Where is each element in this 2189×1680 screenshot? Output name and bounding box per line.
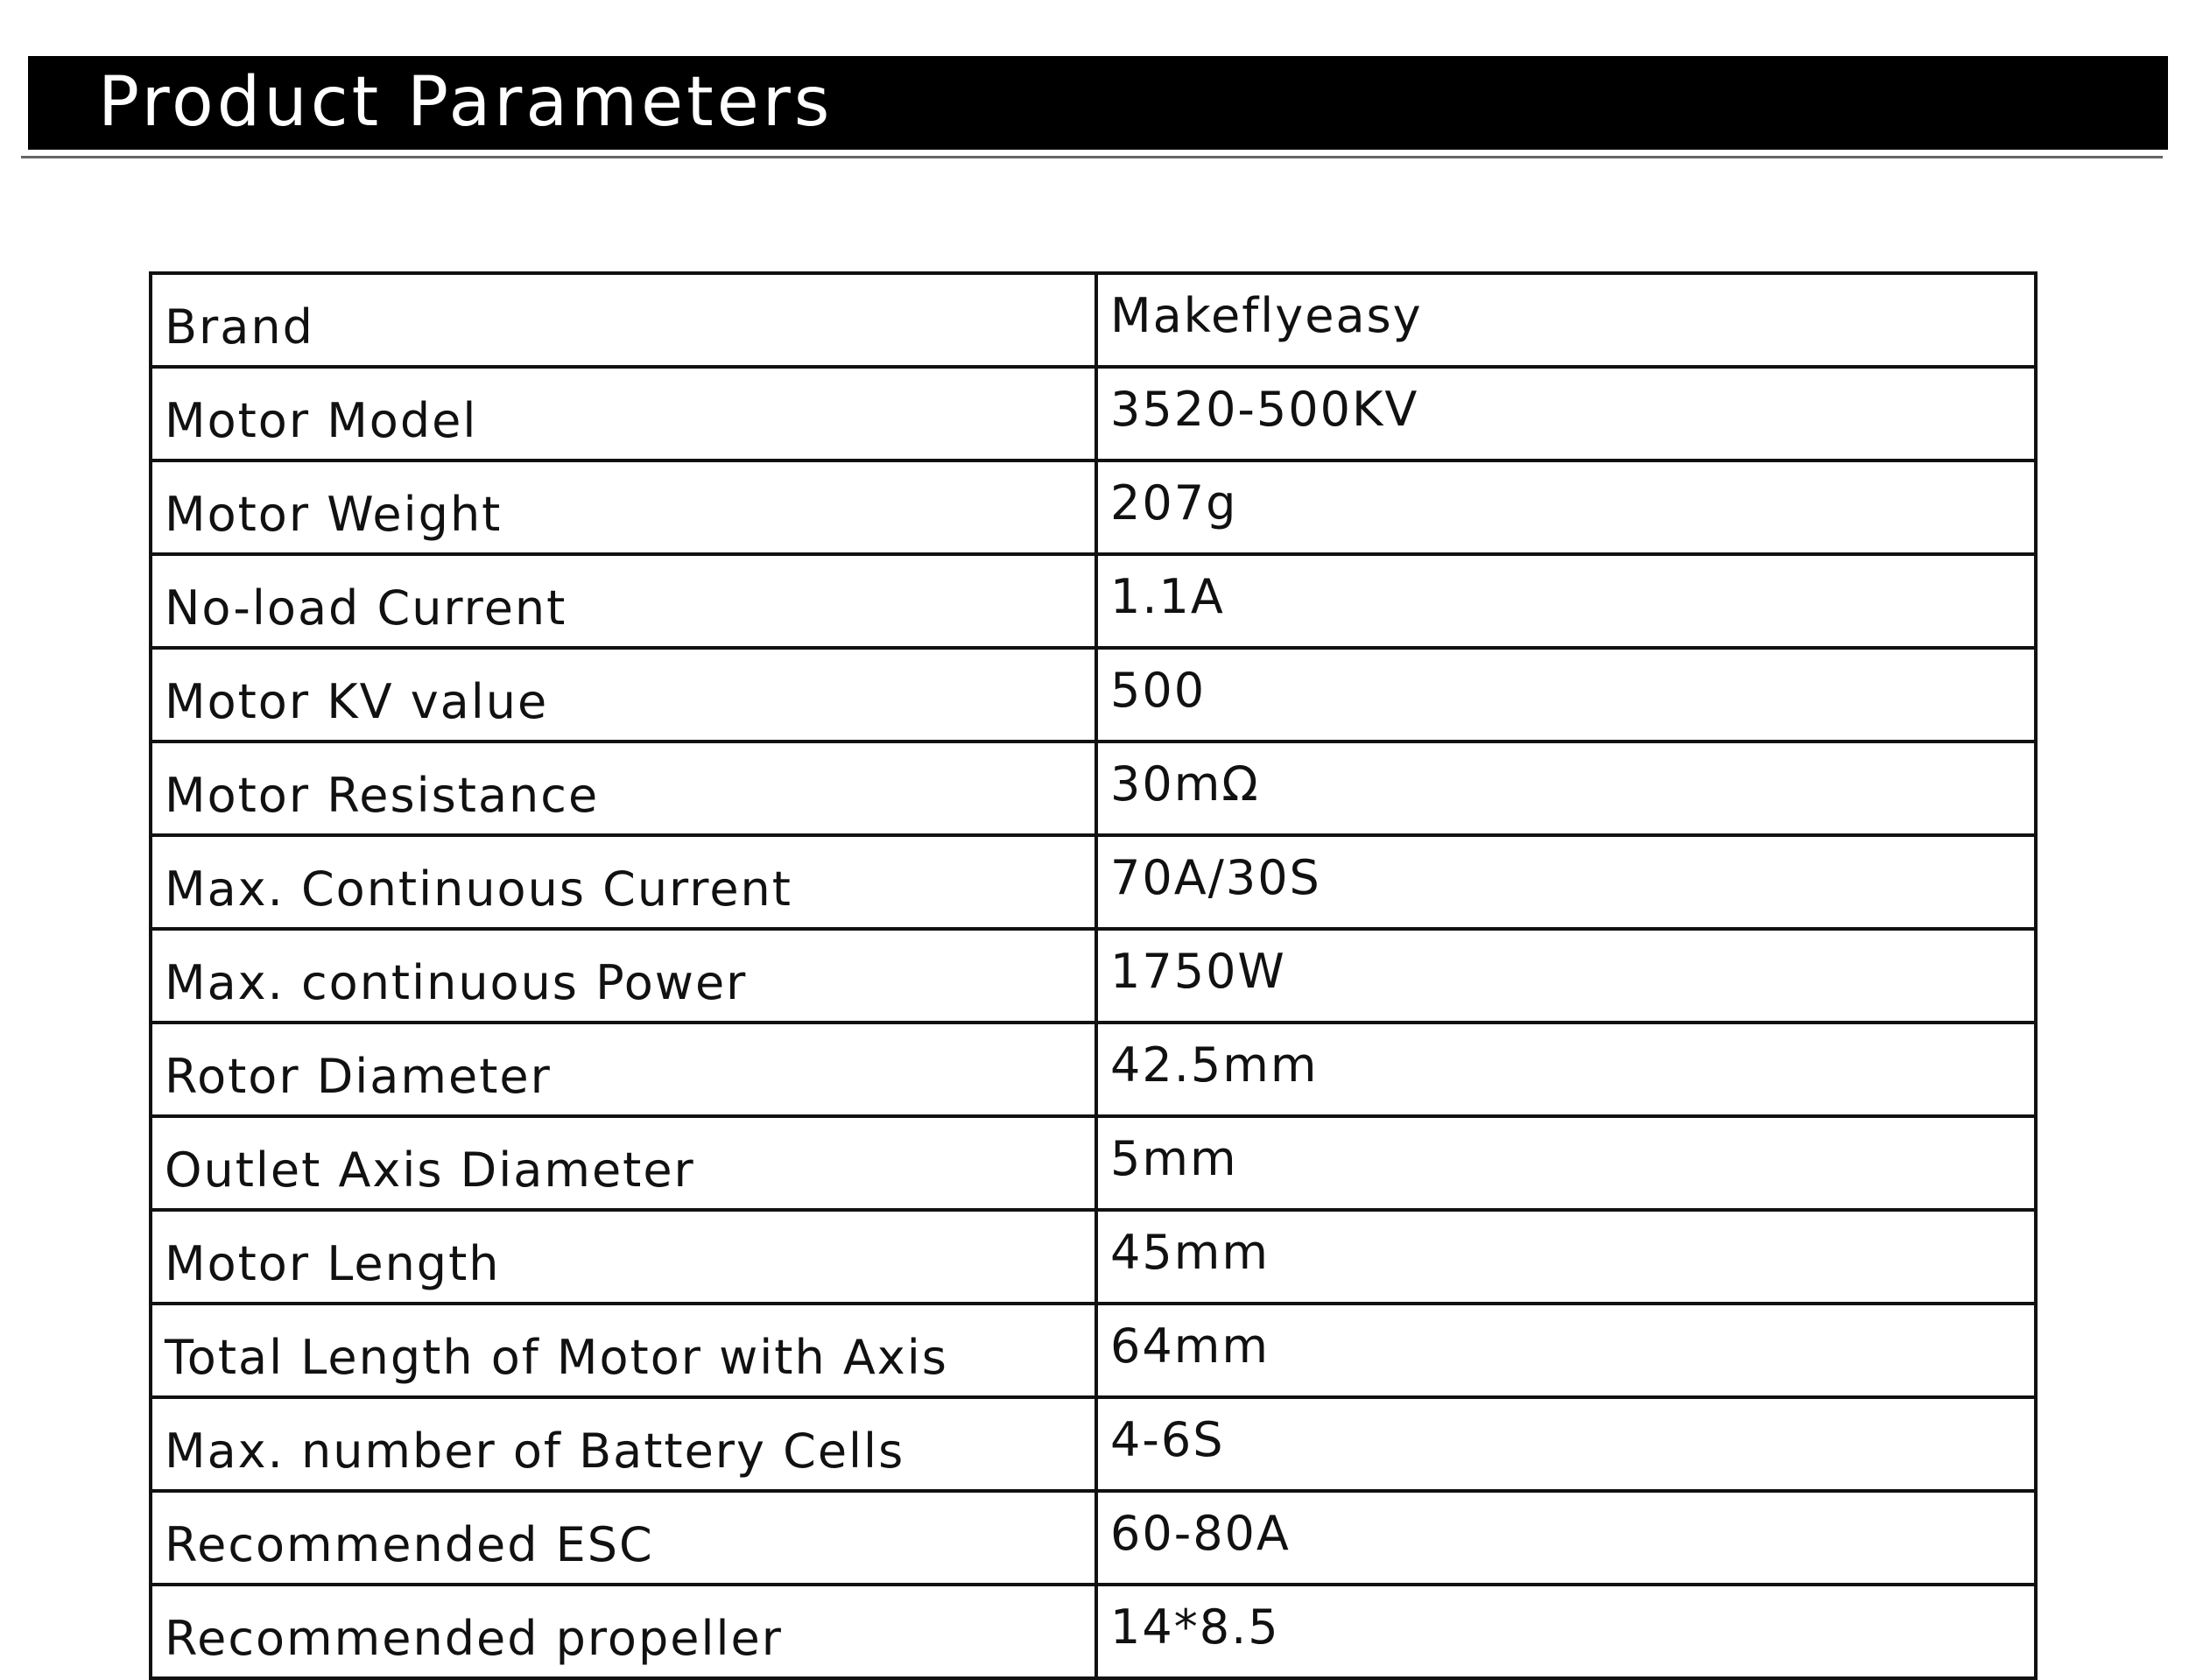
- parameter-label: Recommended propeller: [151, 1585, 1096, 1678]
- parameters-table: [149, 271, 2038, 1680]
- parameter-value: 14*8.5: [1096, 1585, 2036, 1678]
- table-row: [151, 648, 2036, 742]
- parameter-value: 4-6S: [1096, 1397, 2036, 1491]
- header-bar: [28, 56, 2168, 150]
- table-row: [151, 835, 2036, 929]
- parameter-value: 45mm: [1096, 1210, 2036, 1304]
- table-row: [151, 929, 2036, 1023]
- parameter-label: Rotor Diameter: [151, 1023, 1096, 1116]
- table-row: [151, 1304, 2036, 1397]
- parameter-label: Total Length of Motor with Axis: [151, 1304, 1096, 1397]
- parameter-value: 42.5mm: [1096, 1023, 2036, 1116]
- table-row: [151, 1023, 2036, 1116]
- parameter-value: 64mm: [1096, 1304, 2036, 1397]
- parameter-label: Motor Weight: [151, 460, 1096, 554]
- parameter-label: Recommended ESC: [151, 1491, 1096, 1585]
- parameter-value: 207g: [1096, 460, 2036, 554]
- table-row: [151, 367, 2036, 460]
- table-row: [151, 1210, 2036, 1304]
- parameter-value: Makeflyeasy: [1096, 273, 2036, 367]
- parameter-value: 70A/30S: [1096, 835, 2036, 929]
- parameter-label: Brand: [151, 273, 1096, 367]
- parameter-label: Max. continuous Power: [151, 929, 1096, 1023]
- table-row: [151, 1397, 2036, 1491]
- parameter-value: 5mm: [1096, 1116, 2036, 1210]
- table-row: [151, 273, 2036, 367]
- parameter-value: 500: [1096, 648, 2036, 742]
- parameter-value: 1750W: [1096, 929, 2036, 1023]
- table-row: [151, 554, 2036, 648]
- parameter-label: Outlet Axis Diameter: [151, 1116, 1096, 1210]
- table-row: [151, 460, 2036, 554]
- parameter-value: 3520-500KV: [1096, 367, 2036, 460]
- parameter-label: Motor KV value: [151, 648, 1096, 742]
- parameter-label: Motor Resistance: [151, 742, 1096, 835]
- table-row: [151, 1585, 2036, 1678]
- table-row: [151, 1491, 2036, 1585]
- parameter-value: 1.1A: [1096, 554, 2036, 648]
- header-divider: [21, 156, 2163, 158]
- parameter-label: Max. Continuous Current: [151, 835, 1096, 929]
- parameter-label: Motor Model: [151, 367, 1096, 460]
- parameter-label: No-load Current: [151, 554, 1096, 648]
- parameter-value: 30mΩ: [1096, 742, 2036, 835]
- page-title: Product Parameters: [98, 63, 834, 142]
- table-row: [151, 1116, 2036, 1210]
- parameter-label: Motor Length: [151, 1210, 1096, 1304]
- parameter-label: Max. number of Battery Cells: [151, 1397, 1096, 1491]
- parameter-value: 60-80A: [1096, 1491, 2036, 1585]
- table-row: [151, 742, 2036, 835]
